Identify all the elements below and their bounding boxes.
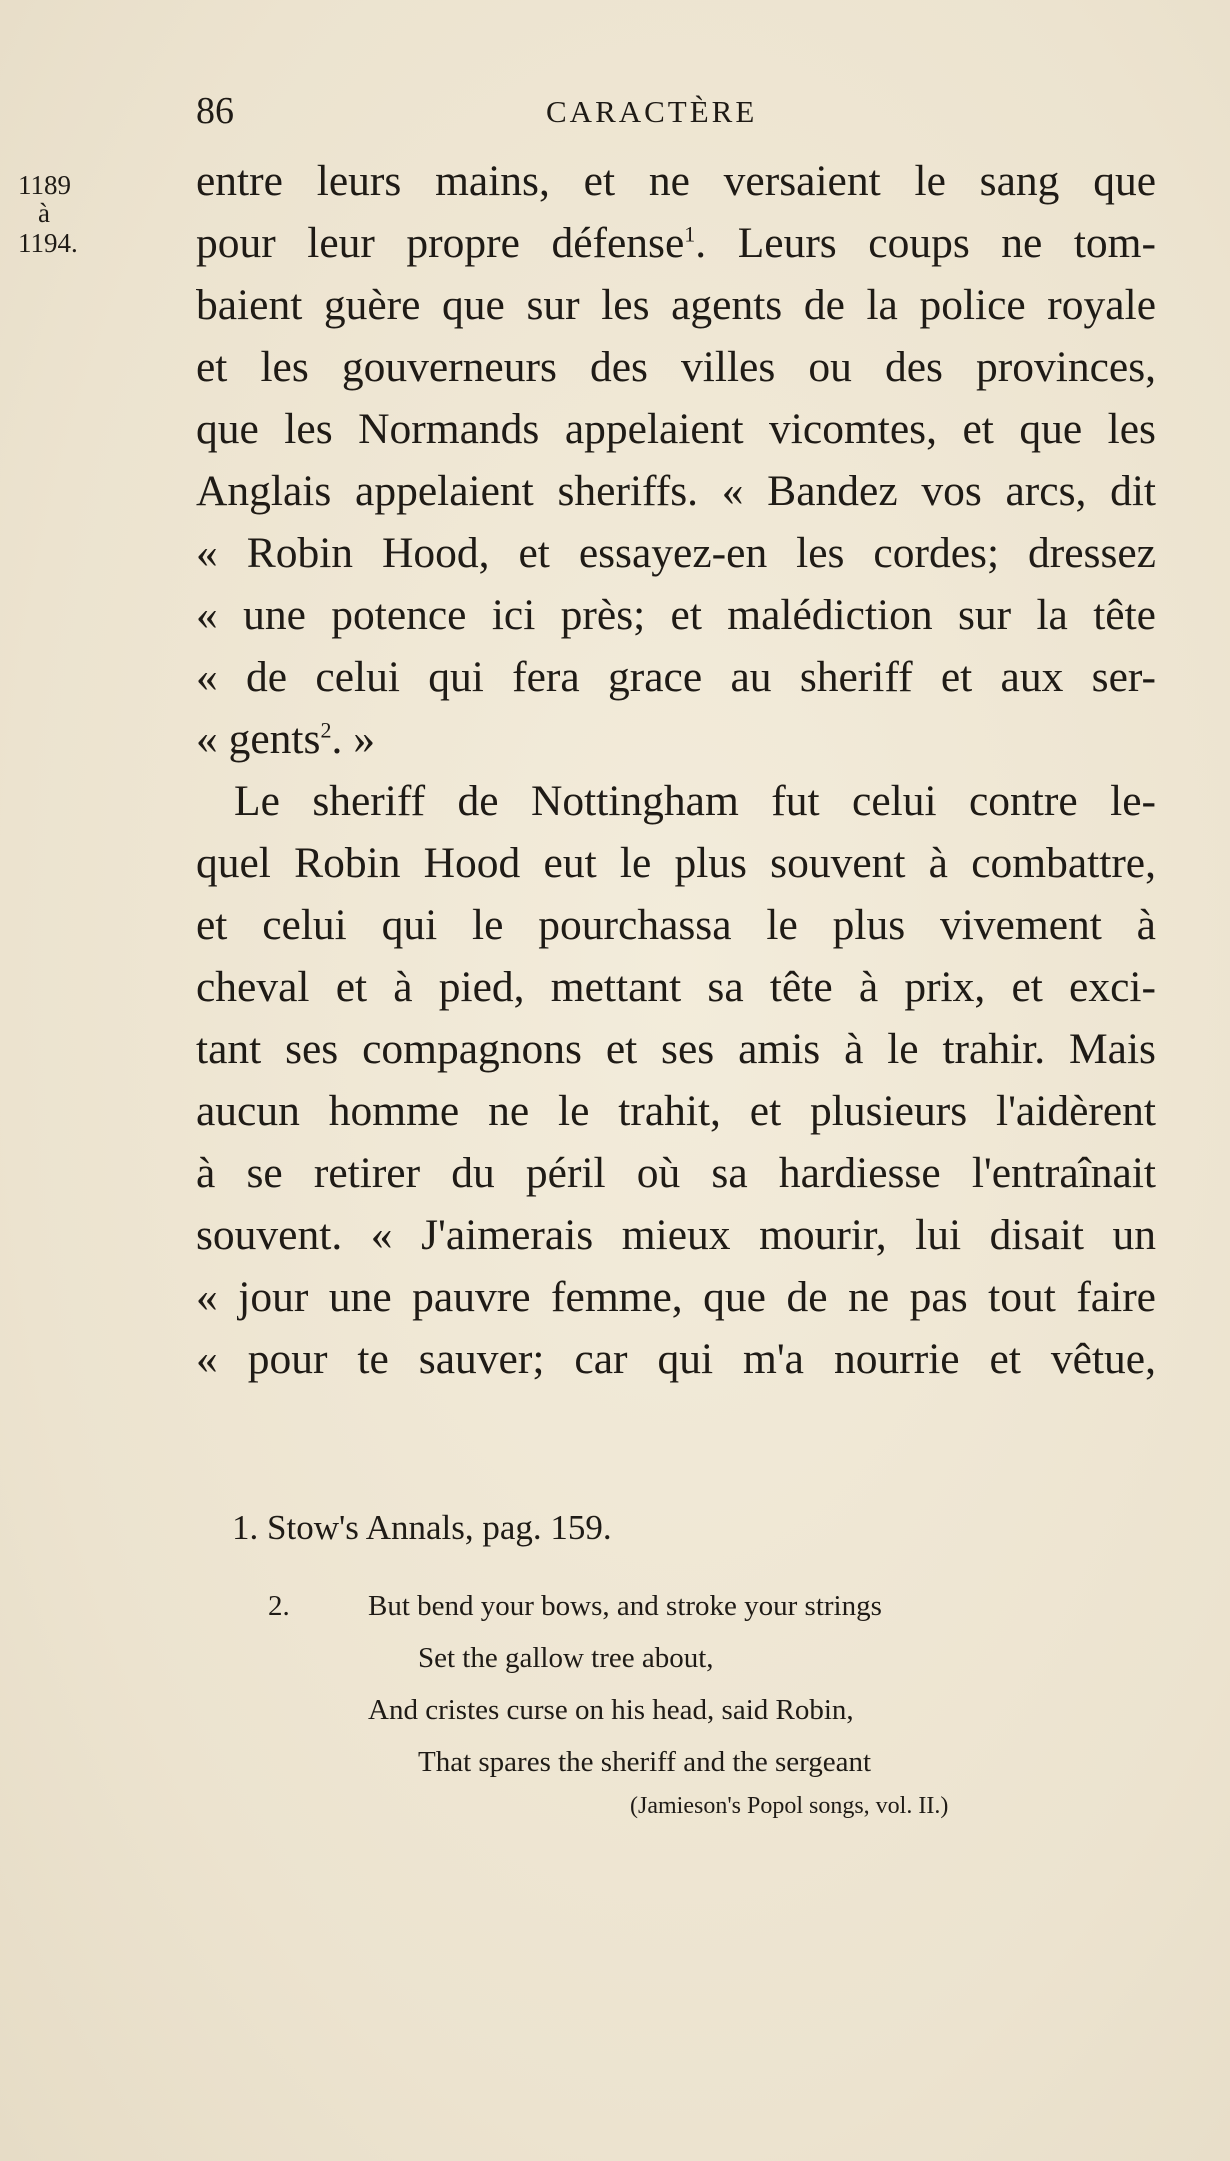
text-line: « Robin Hood, et essayez-en les cordes; dressez <box>196 529 1156 577</box>
text-line: tant ses compagnons et ses amis à le trahir. Mais <box>196 1025 1156 1073</box>
text-line: Le sheriff de Nottingham fut celui contre le- <box>234 777 1156 825</box>
running-head <box>196 86 1156 136</box>
text-line: et celui qui le pourchassa le plus vivement à <box>196 901 1156 949</box>
running-title: CARACTÈRE <box>546 94 758 129</box>
text-line: « jour une pauvre femme, que de ne pas tout faire <box>196 1273 1156 1321</box>
text-line: quel Robin Hood eut le plus souvent à combattre, <box>196 839 1156 887</box>
text-line: entre leurs mains, et ne versaient le sang que <box>196 157 1156 205</box>
footnote-ref: 1 <box>684 221 696 247</box>
margin-year-start: 1189 <box>18 170 71 200</box>
text-line: pour leur propre défense$^1$. Leurs coups ne tom- <box>196 219 1156 267</box>
page-number: 86 <box>196 90 234 132</box>
text-line: « de celui qui fera grace au sheriff et aux ser- <box>196 653 1156 701</box>
verse-line: But bend your bows, and stroke your strings <box>368 1590 882 1622</box>
text-line: « une potence ici près; et malédiction sur la tête <box>196 591 1156 639</box>
text-line: cheval et à pied, mettant sa tête à prix, et exci- <box>196 963 1156 1011</box>
text-line: « gents$^2$. » <box>196 715 375 763</box>
main-text <box>196 150 1156 1390</box>
footnote-2-number: 2. <box>268 1590 290 1622</box>
text-line: Anglais appelaient sheriffs. « Bandez vos arcs, dit <box>196 467 1156 515</box>
text-line: et les gouverneurs des villes ou des provinces, <box>196 343 1156 391</box>
text-line: aucun homme ne le trahit, et plusieurs l'aidèrent <box>196 1087 1156 1135</box>
text-line: souvent. « J'aimerais mieux mourir, lui disait un <box>196 1211 1156 1259</box>
footnote-2-source: (Jamieson's Popol songs, vol. II.) <box>630 1793 949 1819</box>
text-line: à se retirer du péril où sa hardiesse l'entraînait <box>196 1149 1156 1197</box>
footnote-1-text: Stow's Annals, pag. 159. <box>267 1508 612 1547</box>
text-line: « pour te sauver; car qui m'a nourrie et vêtue, <box>196 1335 1156 1383</box>
verse-line: Set the gallow tree about, <box>418 1642 714 1674</box>
text-line: que les Normands appelaient vicomtes, et que les <box>196 405 1156 453</box>
text-line: baient guère que sur les agents de la police royale <box>196 281 1156 329</box>
footnotes <box>232 1505 1052 1819</box>
footnote-ref: 2 <box>320 717 332 743</box>
margin-connector: à <box>38 198 50 228</box>
verse-line: And cristes curse on his head, said Robin, <box>368 1694 854 1726</box>
verse-line: That spares the sheriff and the sergeant <box>418 1746 872 1778</box>
footnote-1-number: 1. <box>232 1508 259 1547</box>
margin-year-end: 1194. <box>18 228 78 258</box>
footnote-1 <box>232 1505 1052 1551</box>
